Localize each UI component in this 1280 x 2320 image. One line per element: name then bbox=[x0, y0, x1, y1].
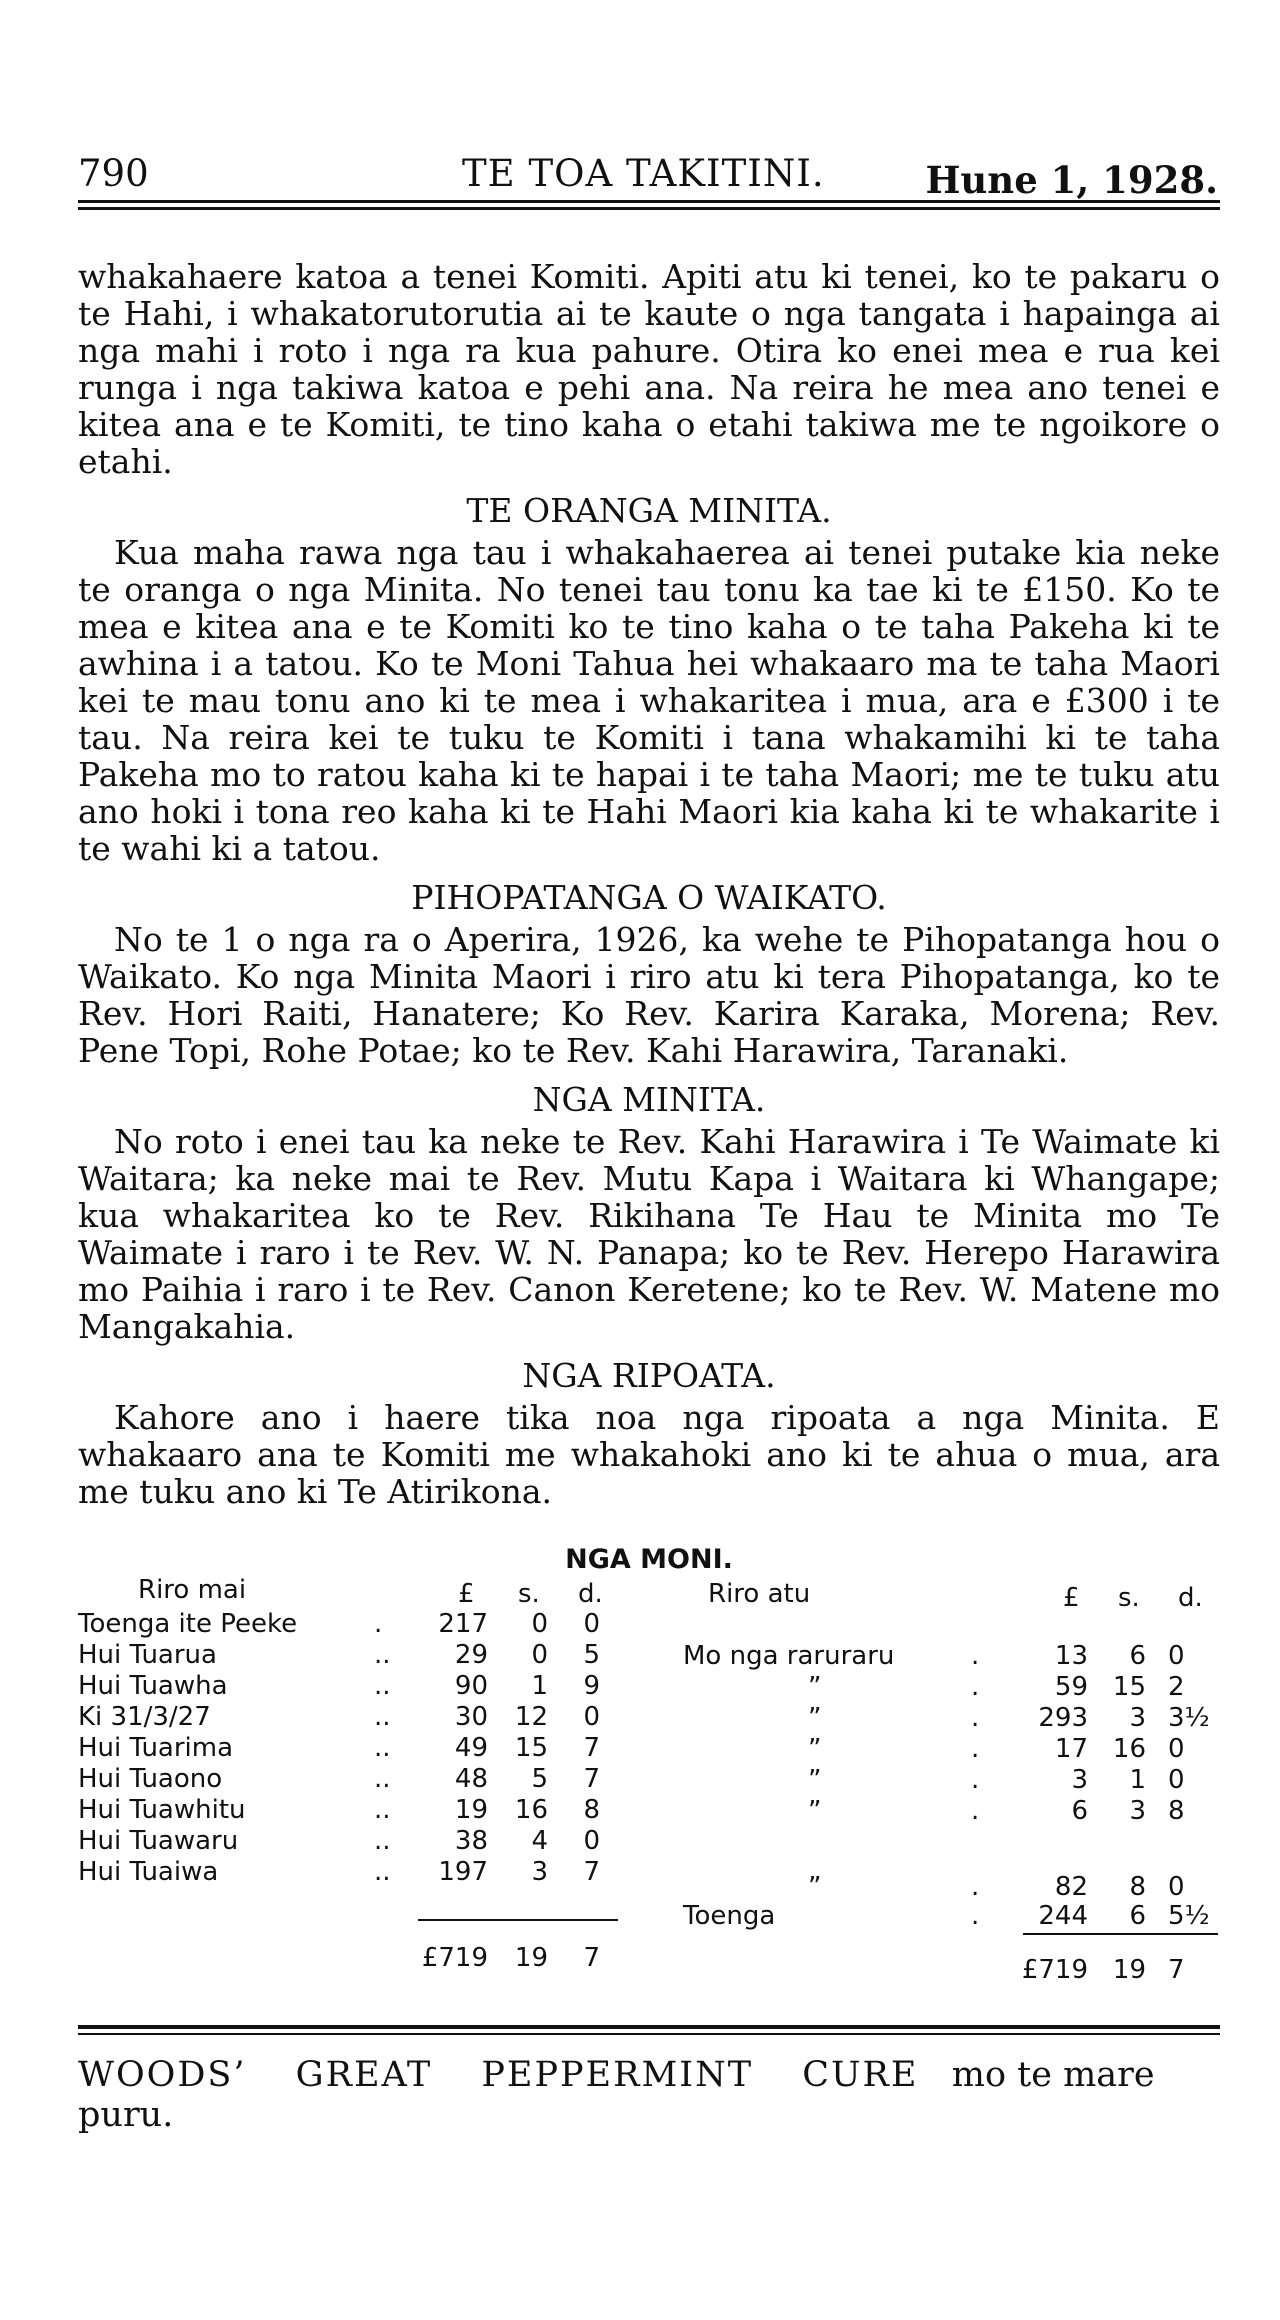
right-row-label: ” bbox=[808, 1872, 822, 1902]
left-row-shillings: 15 bbox=[514, 1733, 548, 1763]
right-row-pence: 0 bbox=[1168, 1734, 1185, 1764]
right-row-pounds: 244 bbox=[1038, 1901, 1088, 1931]
right-row-shillings: 3 bbox=[1129, 1703, 1146, 1733]
left-total-shillings: 19 bbox=[514, 1943, 548, 1973]
right-col-shillings: s. bbox=[1118, 1583, 1140, 1613]
right-row-pence: 3½ bbox=[1168, 1703, 1210, 1733]
right-row-label: Toenga bbox=[683, 1901, 776, 1931]
left-row-shillings: 0 bbox=[531, 1609, 548, 1639]
money-table-title: NGA MONI. bbox=[565, 1544, 733, 1575]
right-row-pence: 8 bbox=[1168, 1796, 1185, 1826]
left-row-pence: 7 bbox=[583, 1857, 600, 1887]
heading-nga-minita: NGA MINITA. bbox=[532, 1080, 766, 1119]
right-row-pounds: 82 bbox=[1054, 1872, 1088, 1902]
left-row-shillings: 12 bbox=[514, 1702, 548, 1732]
right-row-pence: 5½ bbox=[1168, 1901, 1210, 1931]
left-row-dots: .. bbox=[374, 1702, 391, 1732]
left-row-pence: 8 bbox=[583, 1795, 600, 1825]
left-row-pence: 9 bbox=[583, 1671, 600, 1701]
right-row-dots: . bbox=[971, 1765, 980, 1795]
left-col-pence: d. bbox=[578, 1579, 603, 1609]
right-total-pence: 7 bbox=[1168, 1955, 1185, 1985]
right-row-dots: . bbox=[971, 1901, 980, 1931]
right-row-dots: . bbox=[971, 1641, 980, 1671]
right-row-label: ” bbox=[808, 1796, 822, 1826]
left-row-pounds: 197 bbox=[438, 1857, 488, 1887]
right-row-label: Mo nga raruraru bbox=[683, 1641, 895, 1671]
right-row-shillings: 6 bbox=[1129, 1641, 1146, 1671]
article-body bbox=[78, 258, 1220, 1510]
right-row-dots: . bbox=[971, 1872, 980, 1902]
left-row-dots: .. bbox=[374, 1733, 391, 1763]
left-row-shillings: 3 bbox=[531, 1857, 548, 1887]
left-row-dots: . bbox=[374, 1609, 383, 1639]
left-total-rule bbox=[418, 1919, 618, 1921]
left-row-pounds: 29 bbox=[454, 1640, 488, 1670]
left-total-pounds: £719 bbox=[421, 1943, 488, 1973]
heading-oranga-minita: TE ORANGA MINITA. bbox=[466, 491, 832, 530]
left-row-label: Hui Tuawha bbox=[78, 1671, 228, 1701]
right-row-label: ” bbox=[808, 1672, 822, 1702]
right-row-pounds: 6 bbox=[1071, 1796, 1088, 1826]
left-row-dots: .. bbox=[374, 1671, 391, 1701]
issue-date: Hune 1, 1928. bbox=[925, 158, 1218, 202]
left-row-label: Hui Tuarua bbox=[78, 1640, 217, 1670]
left-row-pence: 7 bbox=[583, 1764, 600, 1794]
right-row-dots: . bbox=[971, 1734, 980, 1764]
left-row-shillings: 1 bbox=[531, 1671, 548, 1701]
left-row-label: Hui Tuaiwa bbox=[78, 1857, 219, 1887]
right-row-pounds: 293 bbox=[1038, 1703, 1088, 1733]
left-row-dots: .. bbox=[374, 1795, 391, 1825]
left-row-shillings: 4 bbox=[531, 1826, 548, 1856]
right-row-dots: . bbox=[971, 1672, 980, 1702]
left-row-shillings: 0 bbox=[531, 1640, 548, 1670]
publication-title: TE TOA TAKITINI. bbox=[462, 152, 825, 195]
paragraph-pihopatanga: No te 1 o nga ra o Aperira, 1926, ka wehe te Pihopatanga hou o Waikato. Ko nga Minita Maori i riro atu ki tera Pihopatanga, ko te Rev. Hori Raiti, Hanatere; Ko Rev. Karira Karaka, Morena; Rev. Pene Topi, Rohe Potae; ko te Rev. Kahi Harawira, Taranaki. bbox=[78, 920, 1220, 1070]
left-row-pence: 0 bbox=[583, 1826, 600, 1856]
paragraph-nga-ripoata: Kahore ano i haere tika noa nga ripoata a nga Minita. E whakaaro ana te Komiti me whakahoki ano ki te ahua o mua, ara me tuku ano ki Te Atirikona. bbox=[78, 1398, 1220, 1511]
right-row-pence: 0 bbox=[1168, 1872, 1185, 1902]
left-row-pence: 7 bbox=[583, 1733, 600, 1763]
page-header bbox=[78, 148, 1220, 200]
advert-rule bbox=[78, 2025, 1220, 2035]
left-row-dots: .. bbox=[374, 1826, 391, 1856]
right-row-shillings: 16 bbox=[1112, 1734, 1146, 1764]
left-row-dots: .. bbox=[374, 1640, 391, 1670]
right-row-pounds: 3 bbox=[1071, 1765, 1088, 1795]
left-row-label: Hui Tuawaru bbox=[78, 1826, 239, 1856]
left-row-pence: 0 bbox=[583, 1702, 600, 1732]
left-heading: Riro mai bbox=[138, 1575, 247, 1605]
right-total-shillings: 19 bbox=[1112, 1955, 1146, 1985]
left-row-dots: .. bbox=[374, 1764, 391, 1794]
advert-headline: WOODS’ GREAT PEPPERMINT CURE bbox=[78, 2055, 919, 2095]
left-row-label: Hui Tuawhitu bbox=[78, 1795, 246, 1825]
right-row-dots: . bbox=[971, 1796, 980, 1826]
left-row-pence: 5 bbox=[583, 1640, 600, 1670]
paragraph-intro: whakahaere katoa a tenei Komiti. Apiti atu ki tenei, ko te pakaru o te Hahi, i whakatorutorutia ai te kaute o nga tangata i hapainga ai nga mahi i roto i nga ra kua pahure. Otira ko enei mea e rua kei runga i nga takiwa katoa e pehi ana. Na reira he mea ano tenei e kitea ana e te Komiti, te tino kaha o etahi takiwa me te ngoikore o etahi. bbox=[78, 257, 1220, 481]
left-row-pounds: 48 bbox=[454, 1764, 488, 1794]
right-total-pounds: £719 bbox=[1021, 1955, 1088, 1985]
right-row-label: ” bbox=[808, 1703, 822, 1733]
left-row-pence: 0 bbox=[583, 1609, 600, 1639]
paragraph-nga-minita: No roto i enei tau ka neke te Rev. Kahi Harawira i Te Waimate ki Waitara; ka neke mai te Rev. Mutu Kapa i Waitara ki Whangape; kua whakaritea ko te Rev. Rikihana Te Hau te Minita mo Te Waimate i raro i te Rev. W. N. Panapa; ko te Rev. Herepo Harawira mo Paihia i raro i te Rev. Canon Keretene; ko te Rev. W. Matene mo Mangakahia. bbox=[78, 1122, 1220, 1346]
advert-line-2: puru. bbox=[78, 2095, 174, 2135]
right-row-label: ” bbox=[808, 1734, 822, 1764]
right-heading: Riro atu bbox=[708, 1579, 811, 1609]
money-table bbox=[78, 1575, 1220, 1995]
right-col-pounds: £ bbox=[1063, 1583, 1080, 1613]
page bbox=[78, 148, 1220, 2135]
heading-pihopatanga: PIHOPATANGA O WAIKATO. bbox=[411, 878, 887, 917]
right-row-label: ” bbox=[808, 1765, 822, 1795]
left-row-pounds: 217 bbox=[438, 1609, 488, 1639]
left-row-dots: .. bbox=[374, 1857, 391, 1887]
page-number: 790 bbox=[78, 152, 149, 195]
right-col-pence: d. bbox=[1178, 1583, 1203, 1613]
right-row-shillings: 8 bbox=[1129, 1872, 1146, 1902]
paragraph-oranga-minita: Kua maha rawa nga tau i whakahaerea ai tenei putake kia neke te oranga o nga Minita. No tenei tau tonu ka tae ki te £150. Ko te mea e kitea ana e te Komiti ko te tino kaha o te taha Pakeha ki te awhina i a tatou. Ko te Moni Tahua hei whakaaro ma te taha Maori kei te mau tonu ano ki te mea i whakaritea i mua, ara e £300 i te tau. Na reira kei te tuku te Komiti i tana whakamihi ki te taha Pakeha mo to ratou kaha ki te hapai i te taha Maori; me te tuku atu ano hoki i tona reo kaha ki te Hahi Maori kia kaha ki te whakarite i te wahi ki a tatou. bbox=[78, 533, 1220, 868]
right-row-pence: 0 bbox=[1168, 1765, 1185, 1795]
right-row-shillings: 3 bbox=[1129, 1796, 1146, 1826]
advertisement bbox=[78, 2055, 1220, 2135]
right-row-pence: 0 bbox=[1168, 1641, 1185, 1671]
left-col-pounds: £ bbox=[458, 1579, 475, 1609]
left-row-pounds: 30 bbox=[454, 1702, 488, 1732]
right-row-dots: . bbox=[971, 1703, 980, 1733]
left-row-pounds: 19 bbox=[454, 1795, 488, 1825]
left-row-label: Hui Tuarima bbox=[78, 1733, 234, 1763]
advert-headline-tail: mo te mare bbox=[951, 2055, 1155, 2095]
left-row-label: Ki 31/3/27 bbox=[78, 1702, 211, 1732]
right-row-pence: 2 bbox=[1168, 1672, 1185, 1702]
left-row-pounds: 38 bbox=[454, 1826, 488, 1856]
right-row-pounds: 13 bbox=[1054, 1641, 1088, 1671]
heading-nga-ripoata: NGA RIPOATA. bbox=[522, 1356, 776, 1395]
right-row-shillings: 6 bbox=[1129, 1901, 1146, 1931]
right-total-rule bbox=[1023, 1933, 1218, 1935]
right-row-pounds: 59 bbox=[1054, 1672, 1088, 1702]
left-row-shillings: 5 bbox=[531, 1764, 548, 1794]
left-row-shillings: 16 bbox=[514, 1795, 548, 1825]
left-row-label: Toenga ite Peeke bbox=[78, 1609, 298, 1639]
left-row-label: Hui Tuaono bbox=[78, 1764, 223, 1794]
left-total-pence: 7 bbox=[583, 1943, 600, 1973]
left-col-shillings: s. bbox=[518, 1579, 540, 1609]
right-row-pounds: 17 bbox=[1054, 1734, 1088, 1764]
left-row-pounds: 90 bbox=[454, 1671, 488, 1701]
left-row-pounds: 49 bbox=[454, 1733, 488, 1763]
right-row-shillings: 1 bbox=[1129, 1765, 1146, 1795]
right-row-shillings: 15 bbox=[1112, 1672, 1146, 1702]
